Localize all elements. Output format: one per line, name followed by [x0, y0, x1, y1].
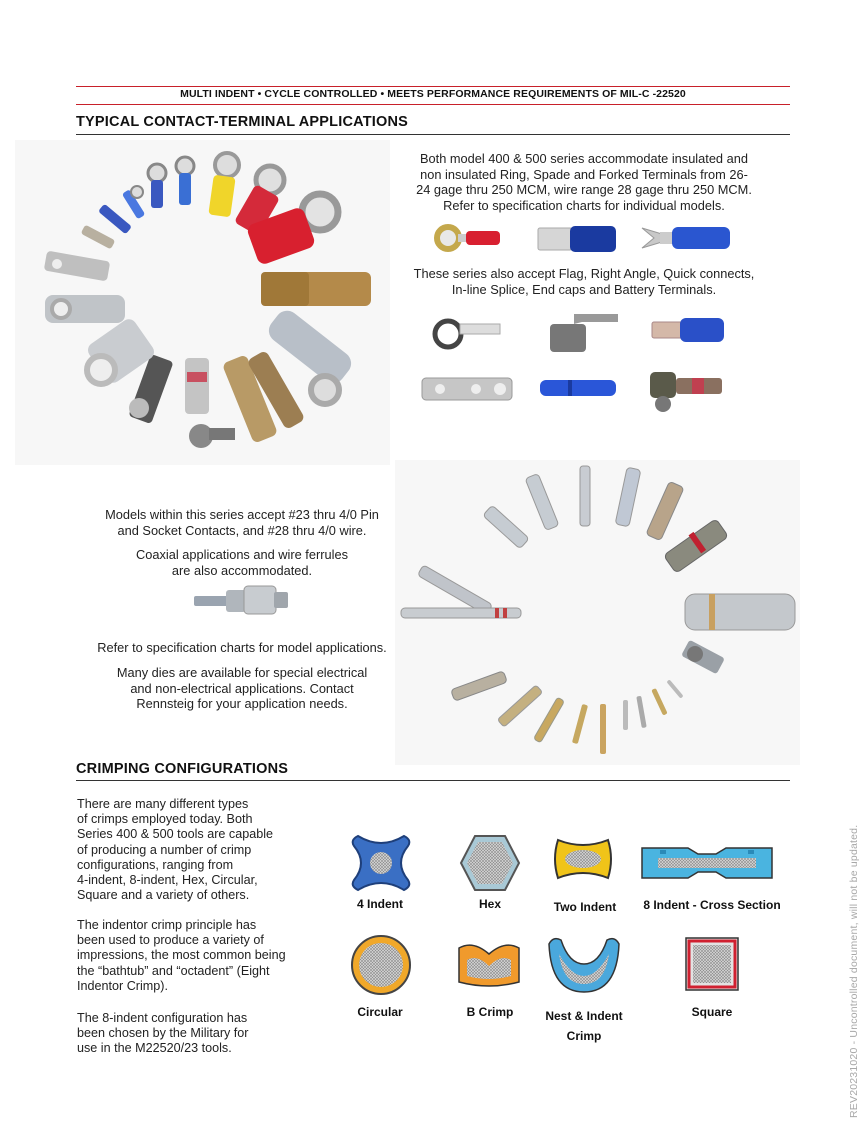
square-crimp-icon	[684, 936, 740, 992]
section-title-crimping: CRIMPING CONFIGURATIONS	[76, 761, 289, 777]
four-indent-crimp-icon	[352, 834, 410, 892]
section-title-terminals: TYPICAL CONTACT-TERMINAL APPLICATIONS	[76, 114, 409, 130]
crimping-intro: There are many different types of crimps employed today. Both Series 400 & 500 tools are capable of producing a number of crimp configurations, ranging from 4-indent, 8-indent, Hex, Circular, Square and a variety of others.	[77, 797, 274, 903]
uncontrolled-document-note: REV20231020 - Uncontrolled document, will not be updated.	[848, 824, 860, 1118]
terminal-lug-gold	[261, 272, 371, 306]
spade-terminal-photo	[536, 222, 618, 256]
section-rule-crimping	[76, 780, 790, 781]
crimp-label-two-indent: Two Indent	[553, 900, 617, 914]
banner-text: MULTI INDENT • CYCLE CONTROLLED • MEETS PERFORMANCE REQUIREMENTS OF MIL-C -22520	[180, 88, 686, 100]
terminals-description: Both model 400 & 500 series accommodate insulated and non insulated Ring, Spade and Forked Terminals from 26- 24 gage thru 250 MCM, wire range 28 gage thru 250 MCM. Refer to specification charts for individual models.	[416, 151, 752, 213]
nest-and-indent-crimp-icon	[545, 934, 623, 994]
terminals-circle-illustration	[15, 140, 390, 465]
coaxial-connector-photo	[192, 582, 292, 618]
spec-charts-note: Refer to specification charts for model applications.	[97, 640, 387, 655]
crimp-label-b-crimp: B Crimp	[466, 1005, 514, 1019]
contact-pin-5	[685, 594, 795, 630]
pin-socket-description: Models within this series accept #23 thru 4/0 Pin and Socket Contacts, and #28 thru 4/0 wire.	[105, 507, 379, 538]
indentor-principle: The indentor crimp principle has been used to produce a variety of impressions, the most common being the “bathtub” and “octadent” (Eight Indentor Crimp).	[77, 918, 286, 993]
battery-terminal-photo	[646, 364, 724, 416]
inline-splice-photo	[420, 374, 514, 404]
quick-connect-photo	[650, 314, 726, 346]
contact-pin-1	[580, 466, 590, 526]
hex-crimp-icon	[459, 834, 521, 892]
contact-pin-9	[401, 608, 521, 618]
special-dies-description: Many dies are available for special electrical and non-electrical applications. Contact Rennsteig for your application needs.	[116, 665, 368, 712]
eight-indent-cross-section-icon	[640, 838, 774, 888]
two-indent-crimp-icon	[554, 836, 612, 882]
crimp-label-8-indent: 8 Indent - Cross Section	[643, 898, 781, 912]
section-rule-terminals	[76, 134, 790, 135]
banner-bottom-rule	[76, 104, 790, 105]
flag-terminal-photo	[430, 314, 502, 352]
terminal-medium-silver	[45, 295, 125, 323]
terminals-accept-description: These series also accept Flag, Right Angle, Quick connects, In-line Splice, End caps and Battery Terminals.	[413, 266, 755, 297]
ring-terminal-photo	[432, 222, 504, 254]
banner-top-rule	[76, 86, 790, 87]
pin-socket-circle-illustration	[395, 460, 800, 765]
coaxial-description: Coaxial applications and wire ferrules are also accommodated.	[136, 547, 348, 578]
military-note: The 8-indent configuration has been chosen by the Military for use in the M22520/23 tools.	[77, 1011, 249, 1056]
crimp-label-circular: Circular	[357, 1005, 403, 1019]
forked-terminal-photo	[640, 222, 732, 254]
crimp-label-4-indent: 4 Indent	[356, 897, 403, 911]
right-angle-terminal-photo	[544, 310, 620, 354]
crimp-label-square: Square	[691, 1005, 733, 1019]
circular-crimp-icon	[350, 934, 412, 996]
end-cap-splice-photo	[538, 374, 618, 402]
crimp-label-hex: Hex	[478, 897, 501, 911]
b-crimp-icon	[455, 940, 523, 988]
crimp-label-nest-indent: Nest & Indent Crimp	[545, 1009, 623, 1043]
